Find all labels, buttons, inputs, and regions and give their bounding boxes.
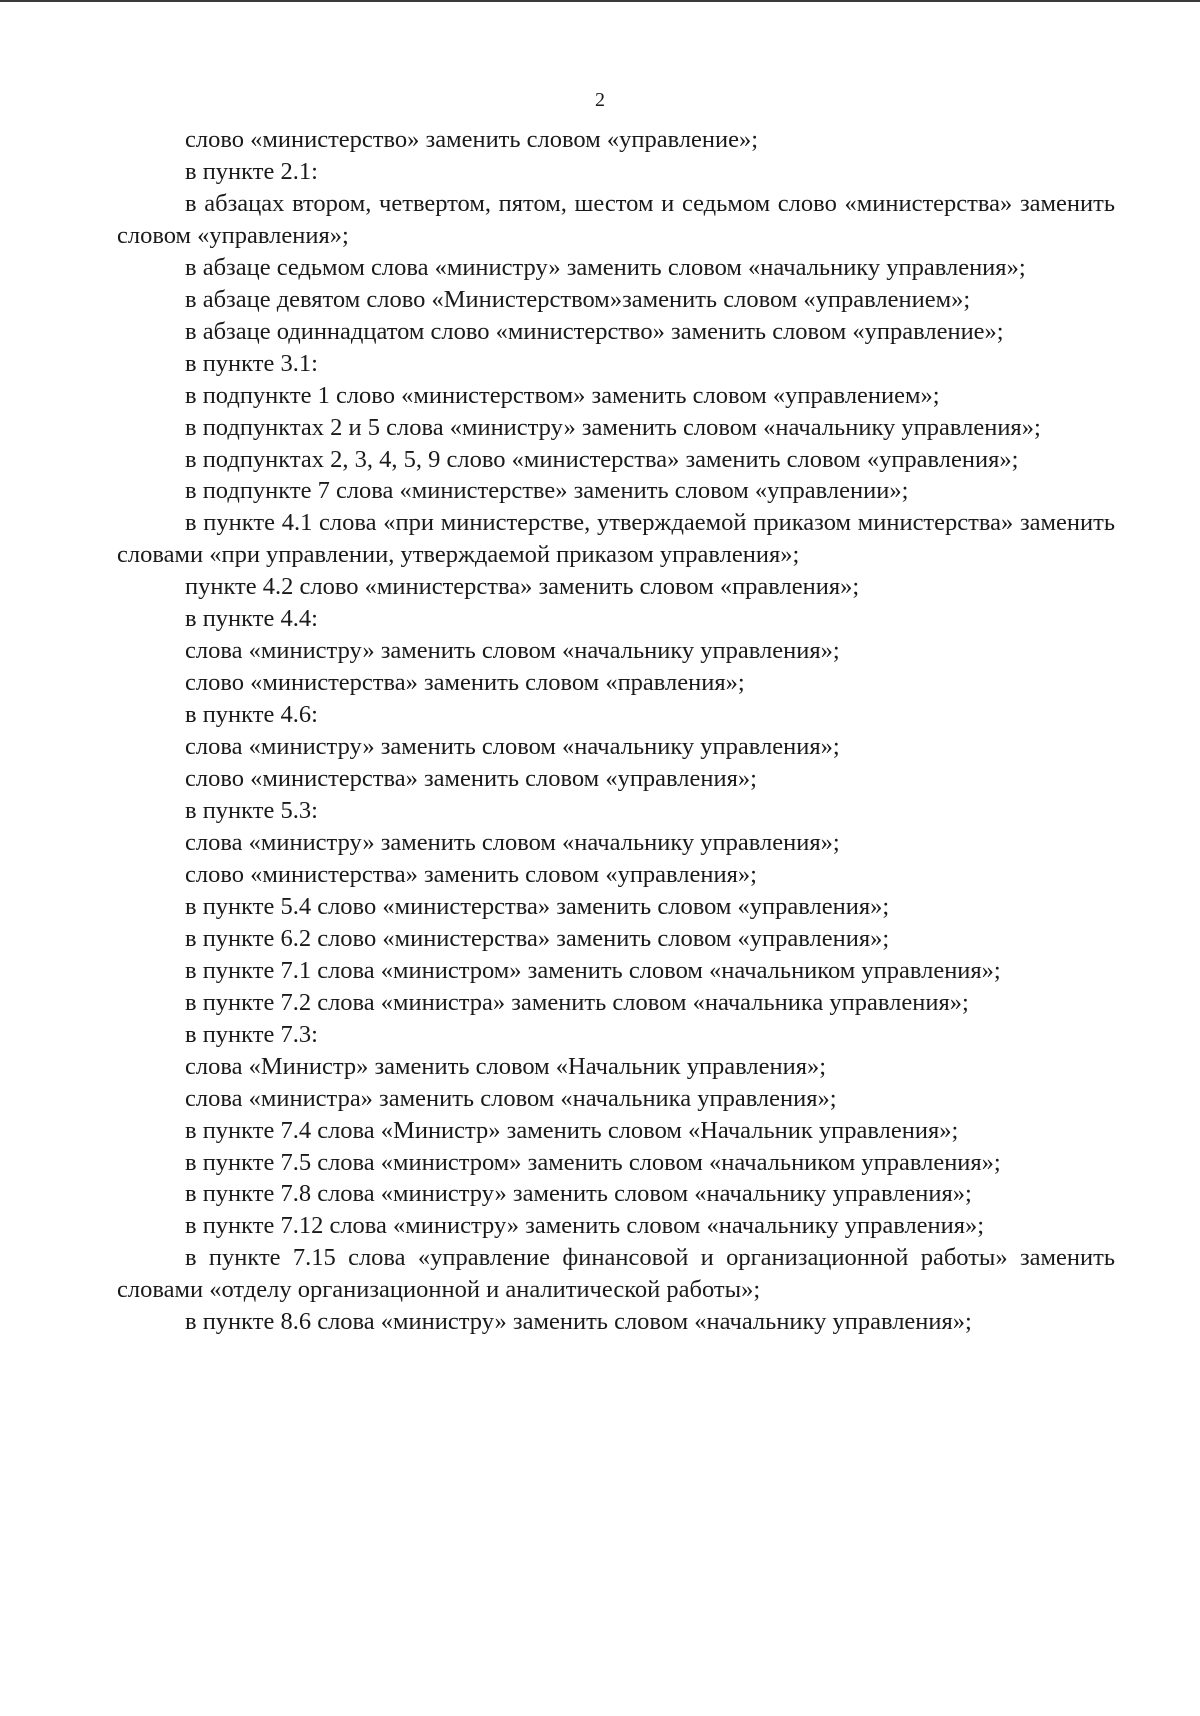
paragraph: слова «министру» заменить словом «начальнику управления»; [185, 733, 840, 761]
paragraph: в пункте 7.8 слова «министру» заменить словом «начальнику управления»; [185, 1180, 972, 1208]
paragraph: в пункте 7.1 слова «министром» заменить словом «начальником управления»; [185, 956, 1001, 984]
paragraph: в абзаце одиннадцатом слово «министерство» заменить словом «управление»; [185, 317, 1004, 345]
paragraph: в подпунктах 2 и 5 слова «министру» заменить словом «начальнику управления»; [185, 413, 1041, 441]
paragraph: в пункте 7.4 слова «Министр» заменить словом «Начальник управления»; [185, 1116, 959, 1144]
scan-top-edge [0, 0, 1200, 2]
paragraph: в пункте 7.2 слова «министра» заменить словом «начальника управления»; [185, 988, 969, 1016]
paragraph: слова «министра» заменить словом «начальника управления»; [185, 1084, 837, 1112]
paragraph: в подпункте 1 слово «министерством» заменить словом «управлением»; [185, 381, 940, 409]
paragraph: слова «министру» заменить словом «начальнику управления»; [185, 828, 840, 856]
paragraph: слова «Министр» заменить словом «Начальник управления»; [185, 1052, 827, 1080]
paragraph: в пункте 3.1: [185, 349, 318, 377]
paragraph: в пункте 5.4 слово «министерства» заменить словом «управления»; [185, 892, 890, 920]
paragraph: в пункте 4.6: [185, 701, 318, 729]
paragraph: в пункте 4.4: [185, 605, 318, 633]
paragraph: слово «министерство» заменить словом «управление»; [185, 126, 759, 153]
paragraph: пункте 4.2 слово «министерства» заменить словом «правления»; [185, 573, 860, 601]
paragraph: в пункте 7.3: [185, 1020, 318, 1048]
paragraph: в подпункте 7 слова «министерстве» заменить словом «управлении»; [185, 477, 909, 505]
paragraph: в абзацах втором, четвертом, пятом, шестом и седьмом слово «министерства» заменить словом «управления»; [117, 189, 1115, 249]
paragraph: в абзаце седьмом слова «министру» заменить словом «начальнику управления»; [185, 253, 1026, 281]
document-body [117, 124, 1115, 1338]
paragraph: в пункте 2.1: [185, 157, 318, 185]
paragraph: в пункте 7.5 слова «министром» заменить словом «начальником управления»; [185, 1148, 1001, 1176]
page-number: 2 [595, 89, 605, 111]
paragraph: в пункте 6.2 слово «министерства» заменить словом «управления»; [185, 924, 890, 952]
paragraph: в подпунктах 2, 3, 4, 5, 9 слово «министерства» заменить словом «управления»; [185, 445, 1019, 473]
paragraph: в абзаце девятом слово «Министерством»заменить словом «управлением»; [185, 285, 971, 313]
paragraph: слово «министерства» заменить словом «управления»; [185, 860, 757, 888]
paragraph: в пункте 4.1 слова «при министерстве, утверждаемой приказом министерства» заменить словами «при управлении, утверждаемой приказом управления»; [117, 509, 1115, 569]
paragraph: слово «министерства» заменить словом «управления»; [185, 765, 757, 793]
paragraph: в пункте 7.12 слова «министру» заменить словом «начальнику управления»; [185, 1212, 985, 1240]
paragraph: слова «министру» заменить словом «начальнику управления»; [185, 637, 840, 665]
paragraph: в пункте 7.15 слова «управление финансовой и организационной работы» заменить словами «отделу организационной и аналитической работы»; [117, 1244, 1115, 1304]
paragraph: в пункте 5.3: [185, 797, 318, 825]
paragraph: в пункте 8.6 слова «министру» заменить словом «начальнику управления»; [185, 1308, 972, 1336]
paragraph: слово «министерства» заменить словом «правления»; [185, 669, 745, 697]
